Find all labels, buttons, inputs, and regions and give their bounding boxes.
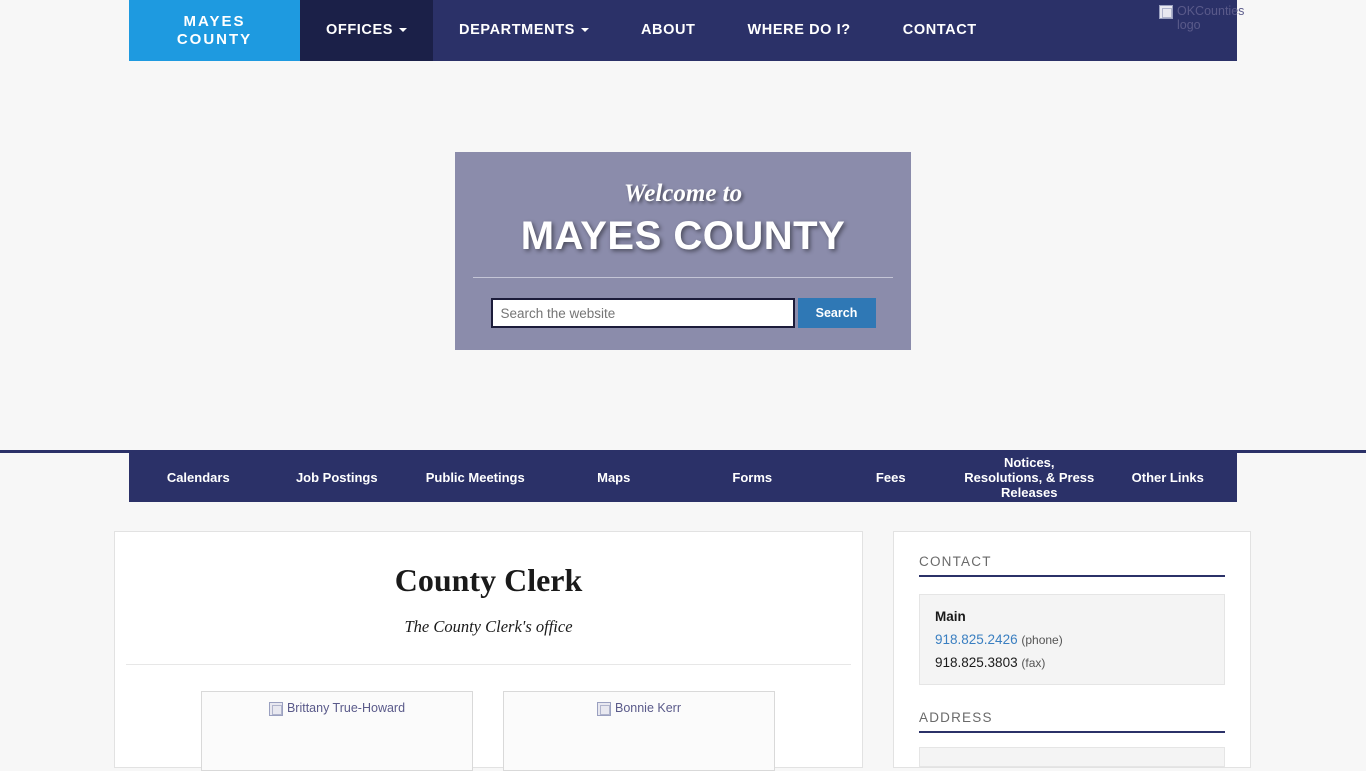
brand-line-1: MAYES [183, 12, 246, 30]
contact-fax-note: (fax) [1021, 656, 1046, 670]
sidebar-address-heading: ADDRESS [919, 710, 1225, 733]
quicklink-other-links[interactable]: Other Links [1131, 470, 1204, 485]
page-subtitle: The County Clerk's office [404, 617, 573, 636]
hero-banner [455, 152, 911, 350]
hero-welcome-text: Welcome to [623, 180, 743, 207]
search-input[interactable] [491, 298, 795, 328]
quicklink-maps[interactable]: Maps [597, 470, 631, 485]
partner-logo-alt-text: OKCounties logo [1177, 4, 1245, 32]
nav-item-about[interactable]: ABOUT [640, 22, 696, 38]
contact-phone-note: (phone) [1021, 633, 1063, 647]
top-navigation-bar [129, 0, 1245, 61]
quicklink-calendars[interactable]: Calendars [166, 470, 230, 485]
address-info-box [919, 747, 1225, 767]
staff-card[interactable] [503, 691, 775, 771]
main-content-card [114, 531, 863, 768]
broken-image-okcounties-logo [1159, 4, 1244, 32]
staff-card[interactable] [201, 691, 473, 771]
contact-fax-line [935, 655, 1209, 670]
nav-item-departments[interactable] [433, 0, 615, 61]
hero-search-row [455, 298, 911, 328]
nav-item-offices[interactable] [300, 0, 433, 61]
nav-item-offices-label: OFFICES [326, 22, 394, 38]
page-title: County Clerk [394, 562, 583, 598]
sidebar [893, 531, 1251, 768]
broken-image-icon [597, 702, 611, 716]
contact-phone-line [935, 632, 1209, 647]
broken-image-icon [269, 702, 283, 716]
contact-info-box [919, 594, 1225, 685]
partner-logo-slot[interactable] [1159, 0, 1245, 61]
chevron-down-icon [581, 28, 589, 32]
site-brand-logo[interactable] [129, 0, 300, 61]
broken-image-staff-photo [269, 701, 405, 716]
staff-list [115, 665, 862, 771]
quicklink-forms[interactable]: Forms [732, 470, 773, 485]
quicklinks-bar [129, 453, 1237, 502]
sidebar-contact-heading: CONTACT [919, 554, 1225, 577]
quicklink-fees[interactable]: Fees [875, 470, 906, 485]
broken-image-staff-photo [597, 701, 681, 716]
contact-phone-link[interactable]: 918.825.2426 [935, 632, 1018, 647]
quicklink-public-meetings[interactable]: Public Meetings [425, 470, 525, 485]
quicklink-job-postings[interactable]: Job Postings [295, 470, 378, 485]
search-button[interactable]: Search [798, 298, 876, 328]
nav-item-departments-label: DEPARTMENTS [459, 22, 575, 38]
contact-main-label: Main [935, 609, 966, 624]
hero-county-title: MAYES COUNTY [520, 214, 846, 258]
page-background-left [0, 0, 129, 61]
nav-item-contact[interactable]: CONTACT [902, 22, 977, 38]
hero-divider [473, 277, 893, 278]
staff-name: Brittany True-Howard [286, 701, 406, 715]
contact-fax-number: 918.825.3803 [935, 655, 1018, 670]
chevron-down-icon [399, 28, 407, 32]
quicklink-notices-resolutions-press-releases[interactable]: Notices, Resolutions, & Press Releases [964, 455, 1095, 500]
broken-image-icon [1159, 5, 1173, 19]
staff-name: Bonnie Kerr [614, 701, 681, 715]
brand-line-2: COUNTY [176, 30, 253, 48]
nav-item-where-do-i[interactable]: WHERE DO I? [747, 22, 851, 38]
nav-items [300, 0, 1159, 61]
